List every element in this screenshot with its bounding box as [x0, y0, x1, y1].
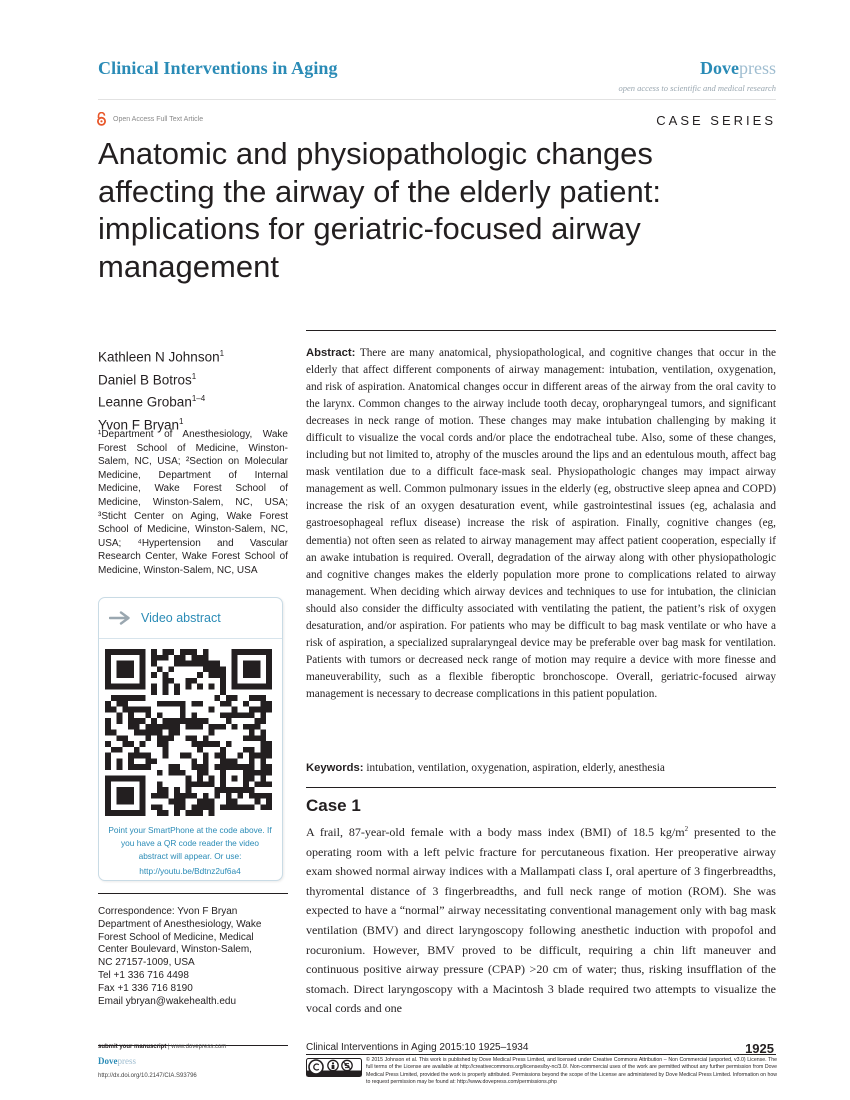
footer-citation: Clinical Interventions in Aging 2015:10 1925–1934 — [306, 1042, 529, 1053]
author-affiliation-mark: 1 — [191, 371, 197, 381]
abstract-text: There are many anatomical, physiopathological, and cognitive changes that occur in the elderly that affect different components of airway management: intubation, ventilation, oxygenation, and risk of aspiration. Anatomical changes occur in different areas of the airway from the oral cavity to the larynx. Common changes to the airway include tooth decay, oropharyngeal tumors, and significant decreases in neck range of motion. These changes may make intubation challenging by making it difficult to visualize the vocal cords and/or place the endotracheal tube. Also, some of these changes, including but not limited to, atrophy of the muscles around the lips and an edentulous mouth, affect bag mask ventilation due to a difficult face-mask seal. Physiopathologic changes may impact airway management as well. Common pulmonary issues in the elderly (eg, obstructive sleep apnea and COPD) increase the risk of an oxygen desaturation event, while gastrointestinal issues (eg, achalasia and gastroesophageal reflux disease) increase the risk of aspiration. Finally, cognitive changes (eg, dementia) not often seen as related to airway management may affect patient cooperation, especially if an awake intubation is required. Overall, degradation of the airway along with other physiopathologic and cognitive changes makes the elderly population more prone to complications related to airway management. When deciding which airway devices and techniques to use for intubation, the clinician should also consider the difficulty associated with ventilating the patient, the patient’s risk of oxygen desaturation, and/or aspiration. For patients who may be difficult to bag mask ventilate or who have a risk of aspiration, a specialized supralaryngeal device may be preferable over bag mask for ventilation. Patients with tumors or decreased neck range of motion may require a device with more finesse and maneuverability, such as a flexible fiberoptic bronchoscope. Overall, geriatric-focused airway management is necessary to decrease complications in this patient population. — [306, 347, 776, 700]
author-name: Daniel B Botros — [98, 372, 192, 387]
article-title: Anatomic and physiopathologic changes affecting the airway of the elderly patient: implications for geriatric-focused airway management — [98, 136, 661, 284]
case-heading: Case 1 — [306, 796, 361, 815]
author-name: Leanne Groban — [98, 394, 192, 410]
publisher-brand: Dove — [700, 58, 739, 78]
open-access-icon — [96, 112, 107, 126]
creative-commons-badge[interactable] — [306, 1058, 362, 1077]
author-affiliation-mark: 1–4 — [191, 394, 206, 403]
video-abstract-header[interactable] — [99, 598, 282, 639]
keywords-label: Keywords: — [306, 762, 364, 774]
correspondence — [98, 906, 288, 1008]
section-label: CASE SERIES — [656, 113, 776, 128]
case-divider — [306, 787, 776, 788]
footer-brand-suffix: press — [117, 1056, 136, 1066]
keywords — [306, 760, 776, 777]
footer-right-divider — [306, 1054, 776, 1055]
author — [98, 367, 224, 390]
affiliations: ¹Department of Anesthesiology, Wake Forest School of Medicine, Winston-Salem, NC, USA; ²Section on Molecular Medicine, Department of Internal Medicine, Wake Forest School of Medicine, Winston-Salem, NC, USA; ³Sticht Center on Aging, Wake Forest School of Medicine, Winston-Salem, NC, USA; ⁴Hypertension and Vascular Research Center, Wake Forest School of Medicine, Winston-Salem, NC, USA — [98, 429, 288, 576]
video-help-text — [107, 824, 273, 878]
correspondence-line: Correspondence: Yvon F Bryan — [98, 906, 238, 917]
footer-brand: Dove — [98, 1056, 118, 1066]
publisher-brand-suffix: press — [739, 58, 776, 78]
license-text: © 2015 Johnson et al. This work is published by Dove Medical Press Limited, and licensed under Creative Commons Attribution – Non Commercial (unported, v3.0) License. The full terms of the License are available at http://creativecommons.org/licenses/by-nc/3.0/. Non-commercial uses of the work are permitted without any further permission from Dove Medical Press Limited, provided the work is properly attributed. Permissions beyond the scope of the License are administered by Dove Medical Press Limited. Information on how to request permission may be found at: http://www.dovepress.com/permissions.php — [366, 1057, 777, 1085]
case-text-continued: presented to the operating room with a left pelvic fracture for percutaneous fixation. Her preoperative airway exam showed normal airway indices with a Mallampati class I, oral aperture of 3 fingerbreadths, thyromental distance of 3 fingerbreadths, and full neck range of motion (ROM). She was expected to have a “normal” airway necessitating conventional management only with bag mask ventilation (BMV) and direct laryngoscopy following anesthetic induction with propofol and rocuronium. However, BMV proved to be difficult, requiring a chin lift maneuver and continuous positive airway pressure (CPAP) >20 cm of water; thus, risking insufflation of the stomach. Direct laryngoscopy with a Macintosh 3 blade required two attempts to visualize the vocal cords and one — [306, 825, 777, 1016]
header-divider — [98, 99, 776, 100]
author — [98, 389, 224, 412]
case-superscript: 2 — [684, 825, 689, 833]
author-name: Yvon F Bryan — [98, 417, 180, 432]
correspondence-line: Tel +1 336 716 4498 — [98, 969, 189, 981]
open-access-badge — [96, 112, 203, 126]
publisher-logo[interactable] — [700, 58, 776, 79]
abstract — [306, 345, 776, 703]
video-link[interactable]: http://youtu.be/Bdtnz2uf6a4 — [139, 866, 241, 876]
abstract-divider — [306, 330, 776, 331]
publisher-tagline: open access to scientific and medical research — [618, 83, 776, 93]
submit-manuscript-link[interactable] — [98, 1044, 226, 1050]
footer-publisher-logo[interactable] — [98, 1056, 136, 1066]
correspondence-line: Center Boulevard, Winston-Salem, — [98, 944, 252, 956]
correspondence-line: Forest School of Medicine, Medical — [98, 931, 254, 943]
submit-label: submit your manuscript — [98, 1044, 167, 1050]
author-affiliation-mark: 1 — [219, 349, 225, 358]
case-text: A frail, 87-year-old female with a body mass index (BMI) of 18.5 kg/m — [306, 825, 685, 840]
author-affiliation-mark: 1 — [179, 416, 184, 426]
abstract-label: Abstract: — [306, 347, 356, 359]
open-access-label: Open Access Full Text Article — [113, 115, 204, 123]
qr-code[interactable] — [105, 649, 272, 816]
page-number: 1925 — [745, 1041, 774, 1056]
journal-title: Clinical Interventions in Aging — [98, 58, 338, 78]
correspondence-line: Department of Anesthesiology, Wake — [98, 918, 262, 930]
author — [98, 344, 224, 367]
doi-link[interactable]: http://dx.doi.org/10.2147/CIA.S93796 — [98, 1073, 197, 1079]
video-abstract-box[interactable] — [98, 597, 283, 881]
author-list — [98, 344, 224, 434]
correspondence-divider — [98, 893, 288, 894]
correspondence-line: NC 27157-1009, USA — [98, 957, 195, 969]
case-body — [306, 820, 776, 1019]
correspondence-email[interactable]: Email ybryan@wakehealth.edu — [98, 995, 237, 1007]
video-abstract-label: Video abstract — [141, 611, 221, 625]
submit-url: | www.dovepress.com — [166, 1044, 227, 1050]
correspondence-line: Fax +1 336 716 8190 — [98, 982, 193, 994]
keywords-text: intubation, ventilation, oxygenation, aspiration, elderly, anesthesia — [366, 762, 665, 774]
author-name: Kathleen N Johnson — [98, 349, 220, 365]
video-instructions: Point your SmartPhone at the code above. If you have a QR code reader the video abstract will appear. Or use: — [108, 825, 272, 861]
arrow-right-icon — [109, 611, 131, 625]
